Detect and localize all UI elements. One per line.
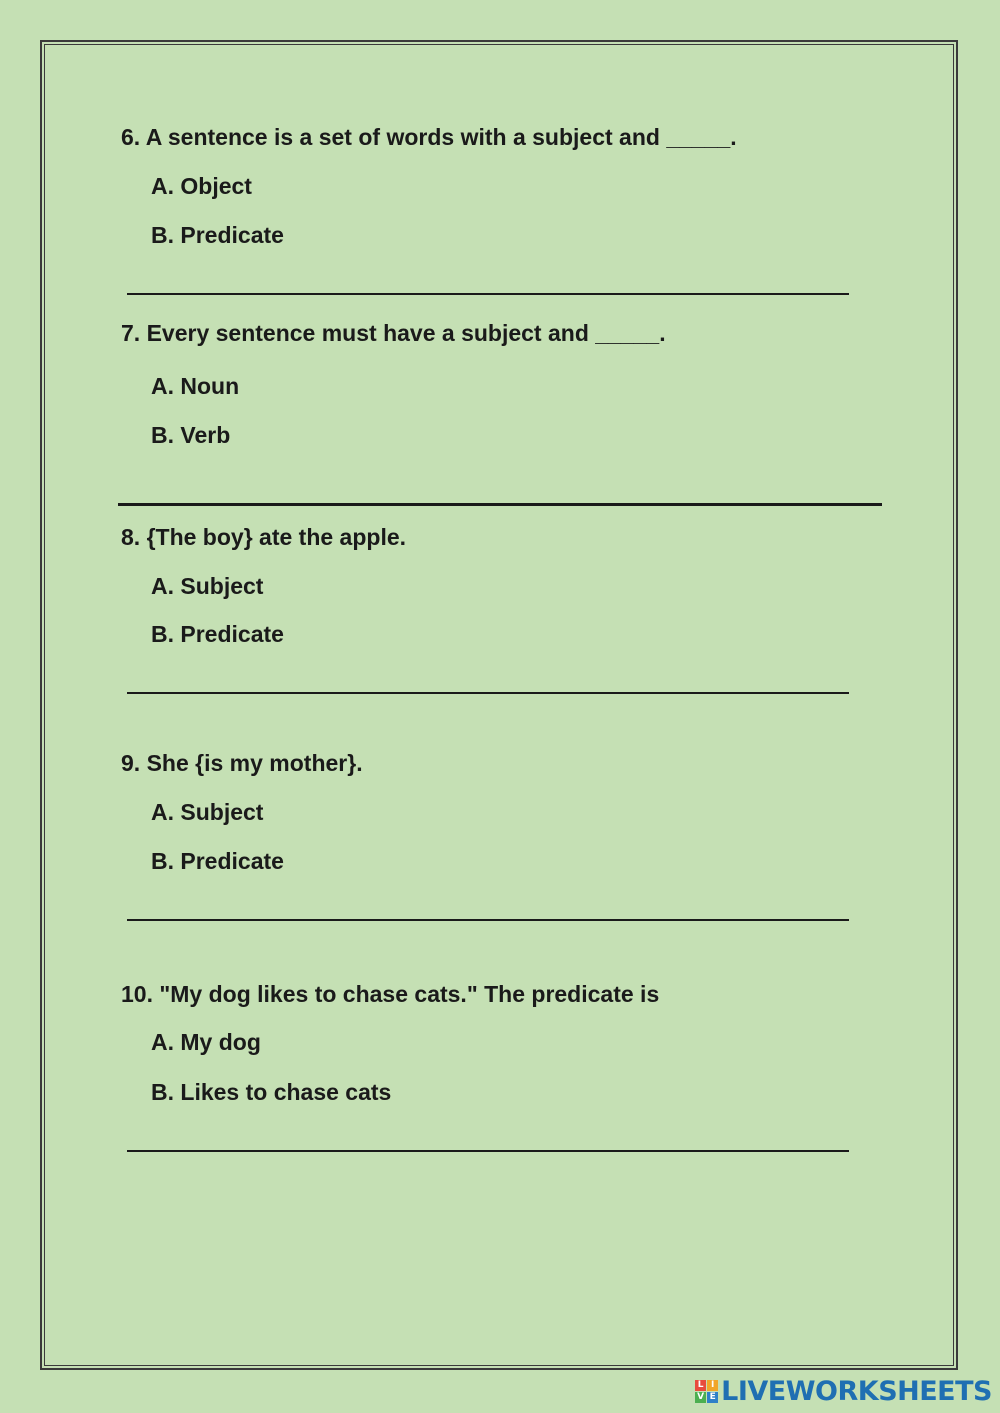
question-8-option-b[interactable]: B. Predicate <box>151 621 284 647</box>
logo-mark-icon <box>695 1380 718 1403</box>
question-10-option-b[interactable]: B. Likes to chase cats <box>151 1079 392 1105</box>
answer-line[interactable] <box>118 503 882 506</box>
question-10-option-a[interactable]: A. My dog <box>151 1029 261 1055</box>
answer-line[interactable] <box>127 1150 849 1152</box>
question-7-option-b[interactable]: B. Verb <box>151 422 231 448</box>
question-7: 7. Every sentence must have a subject and _____. <box>121 320 666 346</box>
logo-mark-letter: V <box>695 1392 706 1403</box>
answer-line[interactable] <box>127 293 849 295</box>
question-9: 9. She {is my mother}. <box>121 750 363 776</box>
answer-line[interactable] <box>127 692 849 694</box>
question-8-option-a[interactable]: A. Subject <box>151 573 264 599</box>
logo-mark-letter: I <box>707 1380 718 1391</box>
question-7-option-a[interactable]: A. Noun <box>151 373 240 399</box>
answer-line[interactable] <box>127 919 849 921</box>
logo-text: LIVEWORKSHEETS <box>721 1376 992 1407</box>
question-6-option-b[interactable]: B. Predicate <box>151 222 284 248</box>
logo-mark-letter: L <box>695 1380 706 1391</box>
question-6-option-a[interactable]: A. Object <box>151 173 252 199</box>
question-10: 10. "My dog likes to chase cats." The predicate is <box>121 981 660 1007</box>
question-8: 8. {The boy} ate the apple. <box>121 524 407 550</box>
question-6: 6. A sentence is a set of words with a subject and _____. <box>121 124 737 150</box>
question-9-option-a[interactable]: A. Subject <box>151 799 264 825</box>
question-9-option-b[interactable]: B. Predicate <box>151 848 284 874</box>
liveworksheets-logo <box>695 1376 992 1407</box>
logo-mark-letter: E <box>707 1392 718 1403</box>
